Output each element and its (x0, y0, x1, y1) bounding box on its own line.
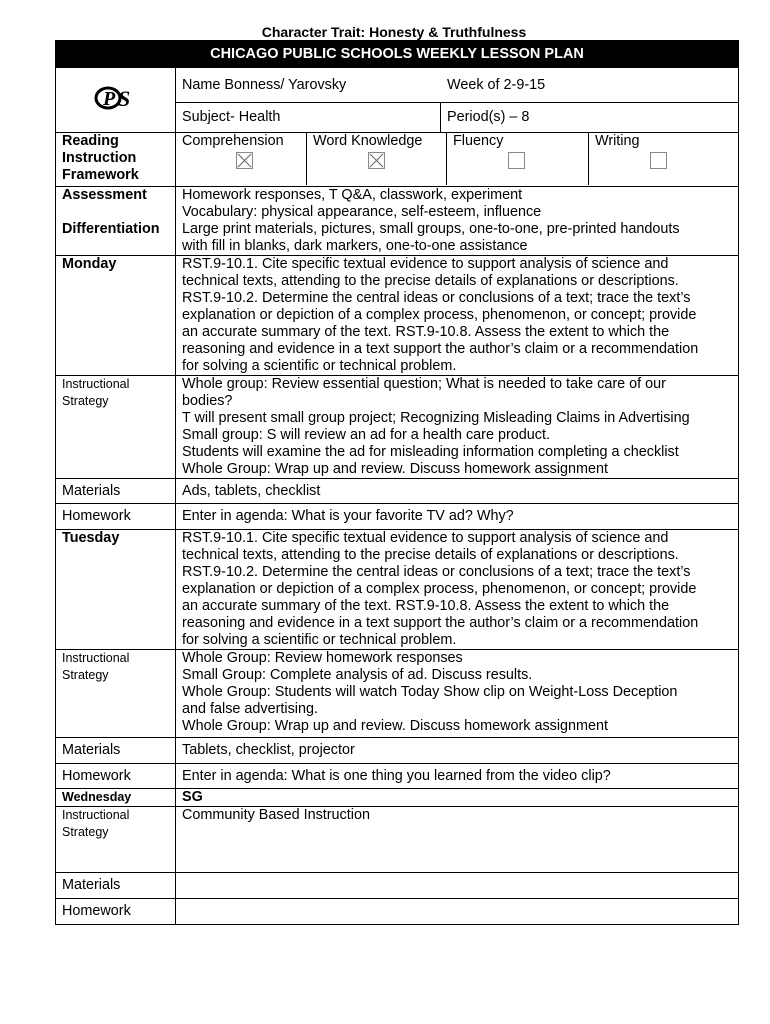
tuesday-homework: Enter in agenda: What is one thing you learned from the video clip? (176, 764, 739, 789)
framework-label: Reading Instruction Framework (56, 133, 176, 187)
week-of: Week of 2-9-15 (447, 76, 546, 93)
monday-standards-row (56, 256, 739, 376)
wednesday-standards-row (56, 789, 739, 807)
wednesday-standards: SG (176, 789, 739, 807)
page-title: Character Trait: Honesty & Truthfulness (261, 24, 527, 40)
standards-line: RST.9-10.1. Cite specific textual evidence to support analysis of science and (182, 530, 669, 546)
framework-comprehension (176, 133, 307, 185)
standards-line: reasoning and evidence in a text support the author’s claim or a recommendation (182, 615, 699, 631)
framework-fluency (447, 133, 589, 185)
standards-line: technical texts, attending to the precise details of explanations or descriptions. (182, 547, 679, 563)
standards-line: for solving a scientific or technical problem. (182, 358, 457, 374)
standards-line: RST.9-10.2. Determine the central ideas or conclusions of a text; trace the text’s (182, 290, 691, 306)
monday-standards (176, 256, 739, 376)
differentiation-label: Differentiation (62, 221, 160, 237)
tuesday-label: Tuesday (56, 530, 176, 650)
strategy-line: Whole Group: Review homework responses (182, 650, 463, 666)
subject: Subject- Health (182, 109, 281, 125)
header-bar-row (56, 41, 739, 68)
strategy-line: Whole Group: Wrap up and review. Discuss homework assignment (182, 461, 609, 477)
standards-line: technical texts, attending to the precise details of explanations or descriptions. (182, 273, 679, 289)
framework-comprehension-label: Comprehension (182, 133, 284, 149)
tuesday-homework-label: Homework (56, 764, 176, 789)
framework-writing (589, 133, 739, 185)
standards-line: for solving a scientific or technical problem. (182, 632, 457, 648)
monday-strategy (176, 376, 739, 479)
word-knowledge-checkbox[interactable] (368, 152, 385, 169)
wednesday-materials-row (56, 873, 739, 899)
strategy-line: Whole Group: Wrap up and review. Discuss homework assignment (182, 718, 609, 734)
strategy-line: and false advertising. (182, 701, 318, 717)
tuesday-standards (176, 530, 739, 650)
standards-line: RST.9-10.1. Cite specific textual evidence to support analysis of science and (182, 256, 669, 272)
standards-line: explanation or depiction of a complex process, phenomenon, or concept; provide (182, 307, 697, 323)
wednesday-materials-label: Materials (56, 873, 176, 899)
wednesday-homework (176, 899, 739, 925)
monday-homework: Enter in agenda: What is your favorite TV ad? Why? (176, 504, 739, 530)
assessment-label: Assessment (62, 187, 147, 203)
differentiation-line: with fill in blanks, dark markers, one-to-one assistance (182, 238, 528, 254)
standards-line: an accurate summary of the text. RST.9-10.8. Assess the extent to which the (182, 324, 670, 340)
standards-line: RST.9-10.2. Determine the central ideas or conclusions of a text; trace the text’s (182, 564, 691, 580)
standards-line: reasoning and evidence in a text support the author’s claim or a recommendation (182, 341, 699, 357)
tuesday-homework-row (56, 764, 739, 789)
logo-cell (56, 68, 176, 133)
teacher-name: Name Bonness/ Yarovsky (182, 76, 347, 93)
fluency-checkbox[interactable] (508, 152, 525, 169)
monday-strategy-row (56, 376, 739, 479)
wednesday-strategy-label: Instructional Strategy (56, 807, 176, 873)
wednesday-label: Wednesday (56, 789, 176, 807)
framework-row (56, 133, 739, 187)
strategy-line: Students will examine the ad for misleading information completing a checklist (182, 444, 679, 460)
svg-text:S: S (117, 85, 130, 111)
strategy-line: Whole group: Review essential question; What is needed to take care of our (182, 376, 666, 392)
monday-strategy-label: Instructional Strategy (56, 376, 176, 479)
cps-logo-icon (93, 85, 139, 111)
header-bar: CHICAGO PUBLIC SCHOOLS WEEKLY LESSON PLAN (56, 41, 739, 68)
tuesday-materials: Tablets, checklist, projector (176, 738, 739, 764)
wednesday-homework-row (56, 899, 739, 925)
strategy-line: bodies? (182, 393, 233, 409)
tuesday-materials-label: Materials (56, 738, 176, 764)
monday-homework-row (56, 504, 739, 530)
tuesday-strategy-row (56, 650, 739, 738)
standards-line: explanation or depiction of a complex process, phenomenon, or concept; provide (182, 581, 697, 597)
differentiation-line: Large print materials, pictures, small groups, one-to-one, pre-printed handouts (182, 221, 680, 237)
name-row (56, 68, 739, 103)
assessment-line: Homework responses, T Q&A, classwork, experiment (182, 187, 523, 203)
monday-materials-label: Materials (56, 479, 176, 504)
framework-writing-label: Writing (595, 133, 640, 149)
svg-text:P: P (102, 87, 115, 110)
tuesday-strategy (176, 650, 739, 738)
strategy-line: T will present small group project; Recognizing Misleading Claims in Advertising (182, 410, 690, 426)
monday-materials-row (56, 479, 739, 504)
monday-label: Monday (56, 256, 176, 376)
writing-checkbox[interactable] (650, 152, 667, 169)
wednesday-homework-label: Homework (56, 899, 176, 925)
wednesday-strategy: Community Based Instruction (176, 807, 739, 873)
wednesday-strategy-row (56, 807, 739, 873)
monday-homework-label: Homework (56, 504, 176, 530)
framework-fluency-label: Fluency (453, 133, 504, 149)
lesson-plan-table (55, 40, 739, 925)
framework-word-knowledge (307, 133, 447, 185)
standards-line: an accurate summary of the text. RST.9-10.8. Assess the extent to which the (182, 598, 670, 614)
periods: Period(s) – 8 (441, 103, 739, 132)
monday-materials: Ads, tablets, checklist (176, 479, 739, 504)
strategy-line: Small Group: Complete analysis of ad. Discuss results. (182, 667, 533, 683)
assessment-line: Vocabulary: physical appearance, self-esteem, influence (182, 204, 542, 220)
comprehension-checkbox[interactable] (236, 152, 253, 169)
strategy-line: Whole Group: Students will watch Today Show clip on Weight-Loss Deception (182, 684, 678, 700)
tuesday-materials-row (56, 738, 739, 764)
assessment-row (56, 187, 739, 256)
framework-word-knowledge-label: Word Knowledge (313, 133, 423, 149)
tuesday-standards-row (56, 530, 739, 650)
tuesday-strategy-label: Instructional Strategy (56, 650, 176, 738)
wednesday-materials (176, 873, 739, 899)
strategy-line: Small group: S will review an ad for a health care product. (182, 427, 550, 443)
